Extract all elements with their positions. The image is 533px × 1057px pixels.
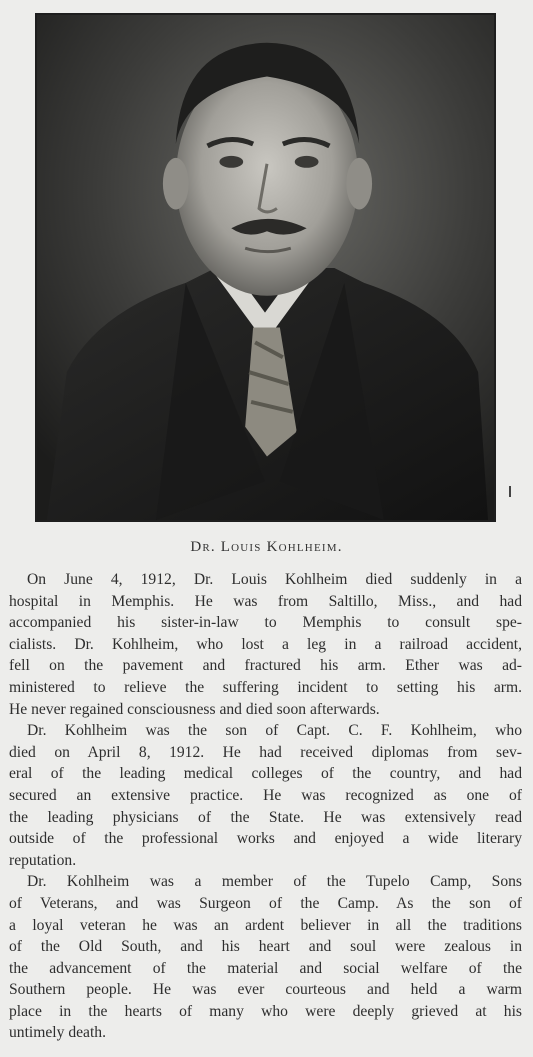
text-line: reputation. xyxy=(9,851,77,869)
portrait-photograph xyxy=(35,13,496,522)
text-line: place in the hearts of many who were deeply grieved at his xyxy=(9,1002,522,1020)
text-line: of Veterans, and was Surgeon of the Camp. As the son of xyxy=(9,894,522,912)
text-line: untimely death. xyxy=(9,1024,107,1042)
text-line: a loyal veteran he was an ardent believer in all the traditions xyxy=(9,916,522,934)
text-line: outside of the professional works and enjoyed a wide literary xyxy=(9,830,522,848)
text-line: secured an extensive practice. He was recognized as one of xyxy=(9,786,522,804)
text-line: On June 4, 1912, Dr. Louis Kohlheim died suddenly in a xyxy=(27,571,522,588)
print-mark xyxy=(509,486,511,497)
text-line: the advancement of the material and social welfare of the xyxy=(9,959,522,977)
text-line: He never regained consciousness and died soon afterwards. xyxy=(9,700,380,718)
text-line: ministered to relieve the suffering incident to setting his arm. xyxy=(9,678,522,696)
portrait-image xyxy=(37,15,494,520)
text-line: died on April 8, 1912. He had received diplomas from sev- xyxy=(9,743,522,761)
photo-caption: Dr. Louis Kohlheim. xyxy=(190,539,343,555)
text-line: fell on the pavement and fractured his arm. Ether was ad- xyxy=(9,657,522,675)
article-body xyxy=(9,569,522,1044)
text-line: hospital in Memphis. He was from Saltillo, Miss., and had xyxy=(9,592,522,610)
text-line: Dr. Kohlheim was the son of Capt. C. F. Kohlheim, who xyxy=(27,722,522,740)
paragraph-2 xyxy=(9,720,522,871)
text-line: cialists. Dr. Kohlheim, who lost a leg in a railroad accident, xyxy=(9,635,522,653)
text-line: accompanied his sister-in-law to Memphis to consult spe- xyxy=(9,614,522,632)
paragraph-3 xyxy=(9,871,522,1044)
text-line: Dr. Kohlheim was a member of the Tupelo Camp, Sons xyxy=(27,873,522,891)
text-line: Southern people. He was ever courteous and held a warm xyxy=(9,981,522,999)
paragraph-1 xyxy=(9,569,522,720)
text-line: of the Old South, and his heart and soul were zealous in xyxy=(9,938,522,956)
text-line: the leading physicians of the State. He was extensively read xyxy=(9,808,522,826)
text-line: eral of the leading medical colleges of the country, and had xyxy=(9,765,522,783)
